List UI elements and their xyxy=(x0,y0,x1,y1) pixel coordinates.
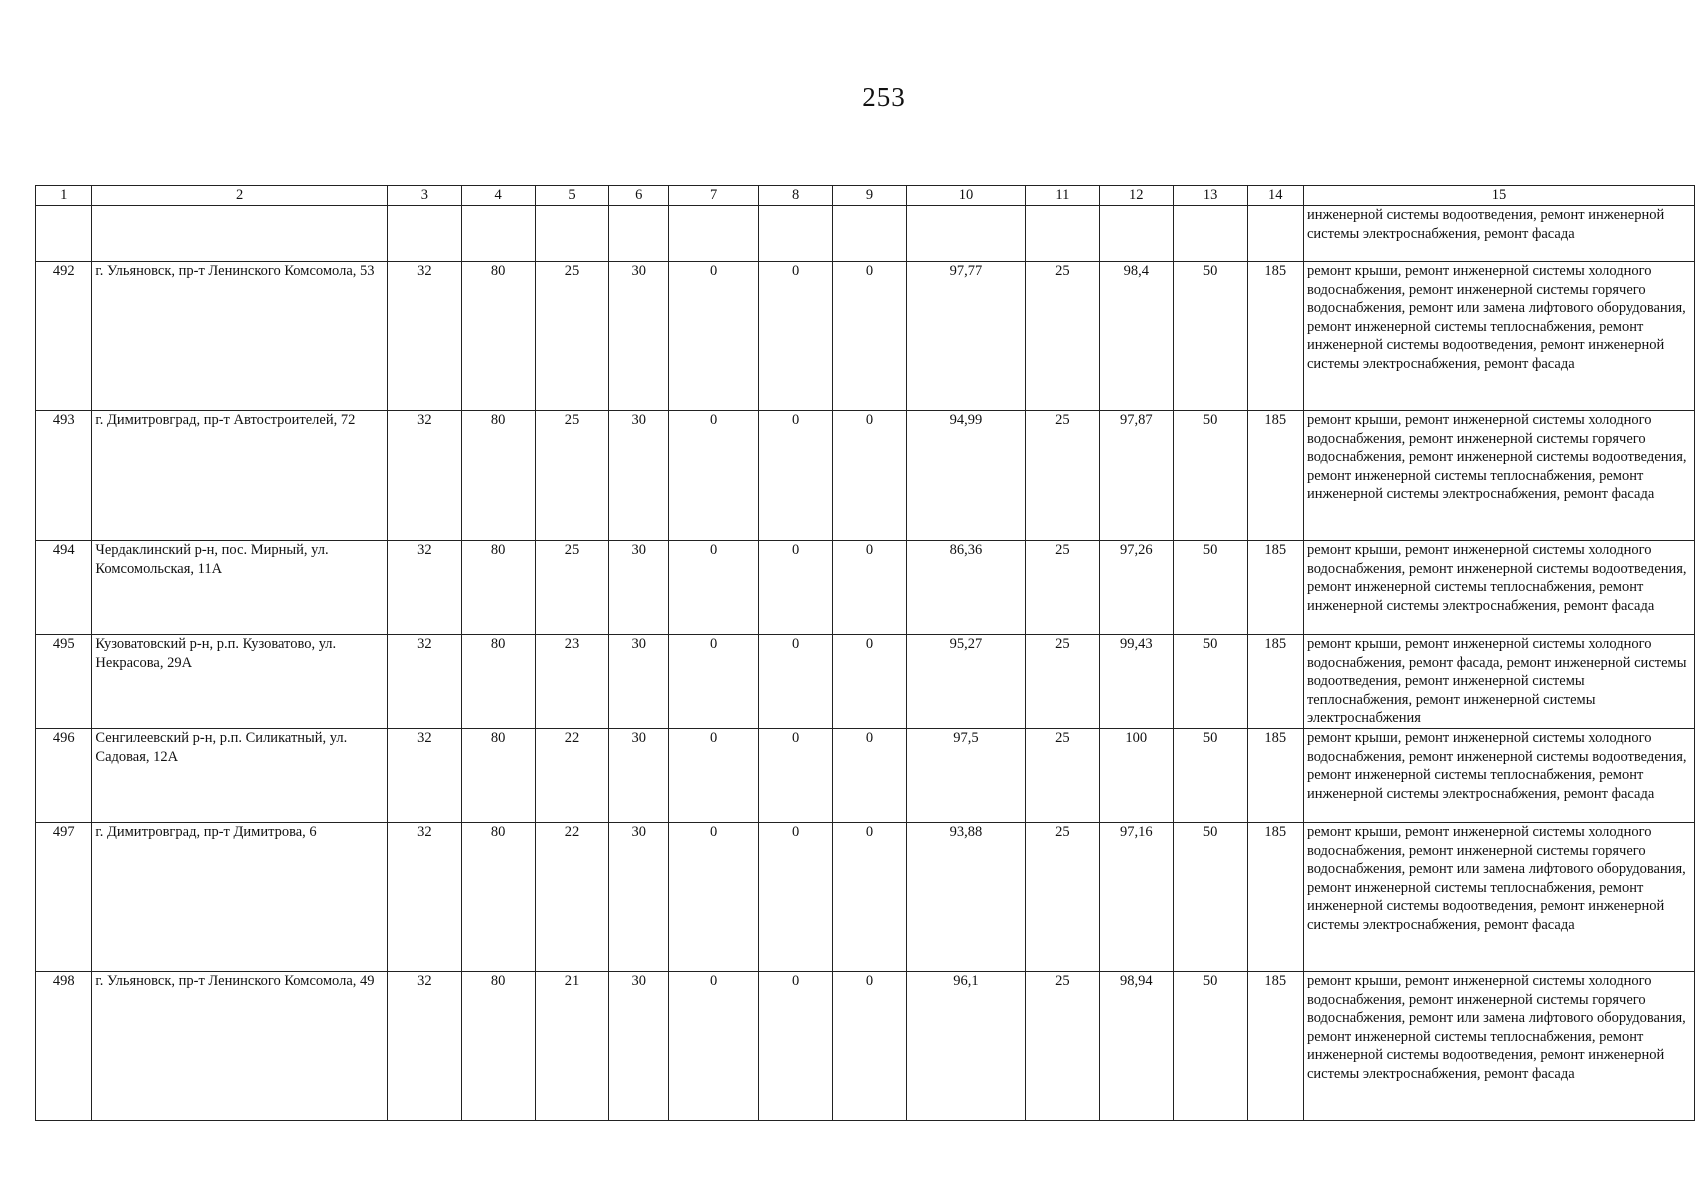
table-cell: 32 xyxy=(387,541,461,635)
column-header: 2 xyxy=(92,186,387,206)
address-cell: Сенгилеевский р-н, р.п. Силикатный, ул. Садовая, 12А xyxy=(92,729,387,823)
column-header: 12 xyxy=(1099,186,1173,206)
row-number: 492 xyxy=(36,262,92,411)
table-cell xyxy=(609,206,669,262)
table-cell: 50 xyxy=(1173,729,1247,823)
table-cell xyxy=(668,206,758,262)
table-cell: 50 xyxy=(1173,823,1247,972)
table-cell: 0 xyxy=(833,972,907,1121)
column-header: 8 xyxy=(759,186,833,206)
table-cell: 0 xyxy=(668,262,758,411)
table-cell: 32 xyxy=(387,729,461,823)
table-cell: 25 xyxy=(1025,262,1099,411)
table-cell: 32 xyxy=(387,262,461,411)
table-cell: 97,87 xyxy=(1099,411,1173,541)
table-cell: 0 xyxy=(833,411,907,541)
table-cell: 0 xyxy=(833,541,907,635)
table-cell: 0 xyxy=(759,541,833,635)
table-cell: 80 xyxy=(461,262,535,411)
table-cell: 25 xyxy=(535,262,609,411)
row-number: 495 xyxy=(36,635,92,729)
row-number: 496 xyxy=(36,729,92,823)
table-cell xyxy=(1099,206,1173,262)
table-cell: 100 xyxy=(1099,729,1173,823)
table-cell: 0 xyxy=(668,729,758,823)
table-cell: 97,5 xyxy=(906,729,1025,823)
column-header: 14 xyxy=(1247,186,1303,206)
table-cell xyxy=(36,206,92,262)
table-cell: 30 xyxy=(609,411,669,541)
table-cell: 32 xyxy=(387,411,461,541)
table-cell xyxy=(833,206,907,262)
table-cell: 97,77 xyxy=(906,262,1025,411)
table-cell: 30 xyxy=(609,262,669,411)
column-header: 11 xyxy=(1025,186,1099,206)
table-cell: 99,43 xyxy=(1099,635,1173,729)
table-row xyxy=(36,729,1695,823)
table-cell: 0 xyxy=(833,635,907,729)
address-cell: Чердаклинский р-н, пос. Мирный, ул. Комсомольская, 11А xyxy=(92,541,387,635)
table-cell: 0 xyxy=(759,823,833,972)
table-cell: 25 xyxy=(1025,541,1099,635)
table-cell: 185 xyxy=(1247,635,1303,729)
table-cell: 50 xyxy=(1173,411,1247,541)
table-cell: 32 xyxy=(387,823,461,972)
row-number: 498 xyxy=(36,972,92,1121)
table-cell: 98,94 xyxy=(1099,972,1173,1121)
table-cell: 22 xyxy=(535,823,609,972)
table-cell: 0 xyxy=(833,823,907,972)
table-cell: 50 xyxy=(1173,972,1247,1121)
table-cell: 80 xyxy=(461,972,535,1121)
table-cell: 30 xyxy=(609,635,669,729)
table-cell: 185 xyxy=(1247,262,1303,411)
table-cell: 30 xyxy=(609,972,669,1121)
table-cell: 50 xyxy=(1173,541,1247,635)
table-cell: 80 xyxy=(461,411,535,541)
table-cell: 0 xyxy=(759,635,833,729)
column-header: 15 xyxy=(1303,186,1694,206)
repair-works-cell: ремонт крыши, ремонт инженерной системы холодного водоснабжения, ремонт инженерной системы горячего водоснабжения, ремонт или замена лифтового оборудования, ремонт инженерной системы теплоснабжения, ремонт инженерной системы водоотведения, ремонт инженерной системы электроснабжения, ремонт фасада xyxy=(1303,262,1694,411)
column-header: 10 xyxy=(906,186,1025,206)
repair-works-cell: ремонт крыши, ремонт инженерной системы холодного водоснабжения, ремонт инженерной системы горячего водоснабжения, ремонт или замена лифтового оборудования, ремонт инженерной системы теплоснабжения, ремонт инженерной системы водоотведения, ремонт инженерной системы электроснабжения, ремонт фасада xyxy=(1303,823,1694,972)
table-cell: 25 xyxy=(1025,411,1099,541)
table-row xyxy=(36,635,1695,729)
table-cell: 80 xyxy=(461,635,535,729)
table-cell: 0 xyxy=(668,635,758,729)
address-cell: г. Димитровград, пр-т Автостроителей, 72 xyxy=(92,411,387,541)
table-cell: 95,27 xyxy=(906,635,1025,729)
table-cell: 98,4 xyxy=(1099,262,1173,411)
table-cell: 25 xyxy=(1025,823,1099,972)
table-cell: 96,1 xyxy=(906,972,1025,1121)
table-row xyxy=(36,541,1695,635)
table-cell: 0 xyxy=(833,262,907,411)
column-header: 3 xyxy=(387,186,461,206)
repair-works-cell: инженерной системы водоотведения, ремонт инженерной системы электроснабжения, ремонт фасада xyxy=(1303,206,1694,262)
table-cell: 25 xyxy=(1025,635,1099,729)
table-cell: 25 xyxy=(1025,729,1099,823)
table-cell: 21 xyxy=(535,972,609,1121)
table-cell: 0 xyxy=(668,541,758,635)
table-cell: 0 xyxy=(759,411,833,541)
table-row xyxy=(36,823,1695,972)
column-header: 7 xyxy=(668,186,758,206)
table-cell: 22 xyxy=(535,729,609,823)
table-cell xyxy=(387,206,461,262)
column-header: 9 xyxy=(833,186,907,206)
table-cell xyxy=(1173,206,1247,262)
table-cell xyxy=(92,206,387,262)
page-number: 253 xyxy=(862,82,906,112)
column-header: 6 xyxy=(609,186,669,206)
table-cell: 80 xyxy=(461,823,535,972)
table-cell: 0 xyxy=(759,729,833,823)
column-header: 13 xyxy=(1173,186,1247,206)
table-cell: 80 xyxy=(461,541,535,635)
buildings-repair-table xyxy=(35,185,1695,1121)
table-cell: 80 xyxy=(461,729,535,823)
table-cell: 30 xyxy=(609,729,669,823)
table-cell xyxy=(1247,206,1303,262)
column-header: 4 xyxy=(461,186,535,206)
repair-works-cell: ремонт крыши, ремонт инженерной системы холодного водоснабжения, ремонт инженерной системы водоотведения, ремонт инженерной системы теплоснабжения, ремонт инженерной системы электроснабжения, ремонт фасада xyxy=(1303,729,1694,823)
table-cell xyxy=(906,206,1025,262)
table-cell: 0 xyxy=(668,823,758,972)
repair-works-cell: ремонт крыши, ремонт инженерной системы холодного водоснабжения, ремонт инженерной системы горячего водоснабжения, ремонт или замена лифтового оборудования, ремонт инженерной системы теплоснабжения, ремонт инженерной системы водоотведения, ремонт инженерной системы электроснабжения, ремонт фасада xyxy=(1303,972,1694,1121)
column-header: 1 xyxy=(36,186,92,206)
table-cell: 94,99 xyxy=(906,411,1025,541)
repair-works-cell: ремонт крыши, ремонт инженерной системы холодного водоснабжения, ремонт инженерной системы горячего водоснабжения, ремонт инженерной системы водоотведения, ремонт инженерной системы теплоснабжения, ремонт инженерной системы электроснабжения, ремонт фасада xyxy=(1303,411,1694,541)
table-cell: 185 xyxy=(1247,972,1303,1121)
table-cell: 32 xyxy=(387,972,461,1121)
table-cell: 0 xyxy=(759,972,833,1121)
row-number: 493 xyxy=(36,411,92,541)
table-cell: 23 xyxy=(535,635,609,729)
address-cell: Кузоватовский р-н, р.п. Кузоватово, ул. Некрасова, 29А xyxy=(92,635,387,729)
table-cell: 185 xyxy=(1247,823,1303,972)
table-cell: 185 xyxy=(1247,729,1303,823)
table-cell xyxy=(535,206,609,262)
table-cell xyxy=(1025,206,1099,262)
table-cell: 185 xyxy=(1247,411,1303,541)
table-cell: 0 xyxy=(759,262,833,411)
address-cell: г. Ульяновск, пр-т Ленинского Комсомола, 49 xyxy=(92,972,387,1121)
repair-works-cell: ремонт крыши, ремонт инженерной системы холодного водоснабжения, ремонт инженерной системы водоотведения, ремонт инженерной системы теплоснабжения, ремонт инженерной системы электроснабжения, ремонт фасада xyxy=(1303,541,1694,635)
table-cell: 50 xyxy=(1173,635,1247,729)
table-cell: 50 xyxy=(1173,262,1247,411)
table-cell: 185 xyxy=(1247,541,1303,635)
address-cell: г. Ульяновск, пр-т Ленинского Комсомола, 53 xyxy=(92,262,387,411)
repair-works-cell: ремонт крыши, ремонт инженерной системы холодного водоснабжения, ремонт фасада, ремонт инженерной системы водоотведения, ремонт инженерной системы теплоснабжения, ремонт инженерной системы электроснабжения xyxy=(1303,635,1694,729)
table-row xyxy=(36,411,1695,541)
row-number: 494 xyxy=(36,541,92,635)
table-cell: 30 xyxy=(609,541,669,635)
table-cell xyxy=(461,206,535,262)
column-number-header-row xyxy=(36,186,1695,206)
table-cell xyxy=(759,206,833,262)
table-cell: 25 xyxy=(535,541,609,635)
column-header: 5 xyxy=(535,186,609,206)
table-cell: 97,16 xyxy=(1099,823,1173,972)
table-row-continuation xyxy=(36,206,1695,262)
table-cell: 0 xyxy=(833,729,907,823)
table-cell: 32 xyxy=(387,635,461,729)
table-cell: 86,36 xyxy=(906,541,1025,635)
table-cell: 97,26 xyxy=(1099,541,1173,635)
table-row xyxy=(36,262,1695,411)
row-number: 497 xyxy=(36,823,92,972)
address-cell: г. Димитровград, пр-т Димитрова, 6 xyxy=(92,823,387,972)
table-cell: 25 xyxy=(535,411,609,541)
table-cell: 0 xyxy=(668,411,758,541)
table-cell: 30 xyxy=(609,823,669,972)
table-cell: 25 xyxy=(1025,972,1099,1121)
table-row xyxy=(36,972,1695,1121)
table-cell: 0 xyxy=(668,972,758,1121)
table-cell: 93,88 xyxy=(906,823,1025,972)
